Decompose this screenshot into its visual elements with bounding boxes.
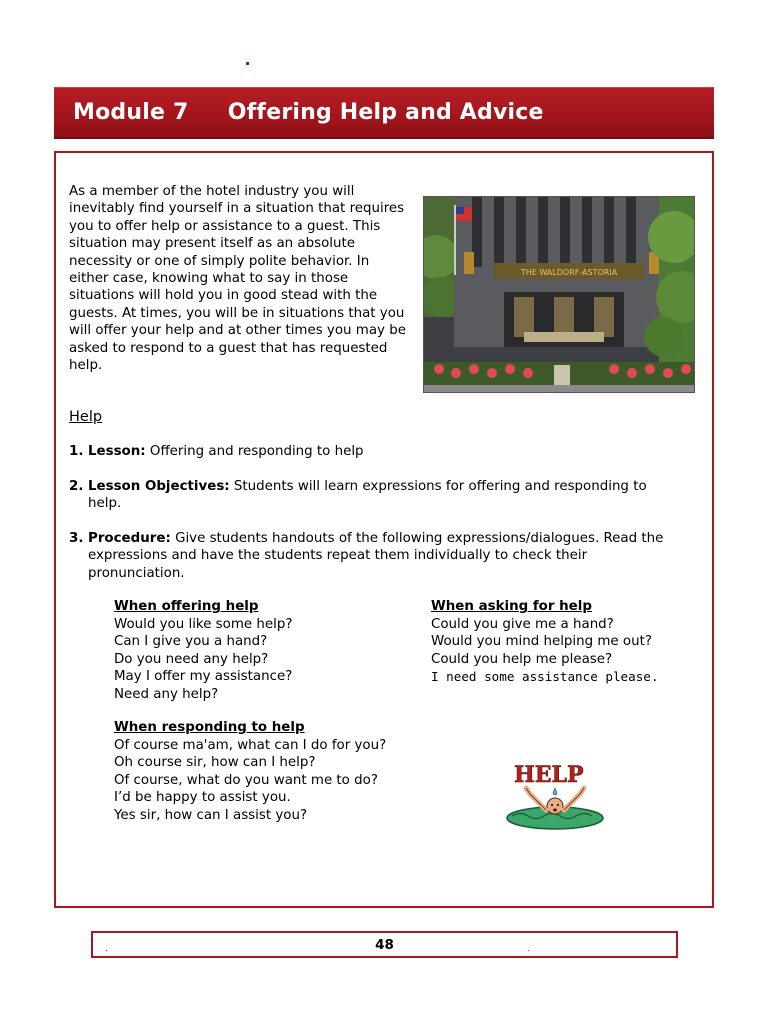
page-footer [91,931,678,958]
decorative-dot [246,62,249,65]
drowning-person-icon [500,758,610,832]
item-number: 1. [69,444,84,459]
item-procedure [69,530,699,582]
module-number: Module 7 [73,100,189,125]
list-item: Could you give me a hand? [431,616,614,632]
item-lesson [69,443,699,460]
page-number: 48 [375,937,394,953]
item-number: 3. [69,531,84,546]
list-item: Would you mind helping me out? [431,634,652,649]
intro-paragraph: As a member of the hotel industry you will inevitably find yourself in a situation that requires you to offer help or assistance to a guest. This situation may present itself as an absolute necessity or one of simply polite behavior. In either case, knowing what to say in those situations will hold you in good stead with the guests. At times, you will be in situations that you will offer your help and at other times you may be asked to respond to a guest that has requested help. [69,184,406,374]
hotel-sign: THE WALDORF-ASTORIA [520,268,618,277]
responding-help-heading: When responding to help [114,720,305,735]
item-objectives [69,478,699,513]
item-text-continued: help. [88,496,122,512]
item-text-continued: expressions and have the students repeat them individually to check their [88,548,588,564]
list-item: I need some assistance please. [431,669,659,684]
item-label: Lesson Objectives: [88,479,230,494]
list-item: Can I give you a hand? [114,634,268,649]
list-item: Oh course sir, how can I help? [114,755,316,770]
responding-help-list [114,719,386,824]
list-item: May I offer my assistance? [114,669,293,684]
list-item: Yes sir, how can I assist you? [114,807,308,823]
asking-help-list [431,598,658,686]
module-name: Offering Help and Advice [227,100,544,125]
waldorf-astoria-photo [424,197,695,393]
module-header [54,87,714,139]
footer-mark-left: . [105,944,108,954]
item-text: Give students handouts of the following expressions/dialogues. Read the [175,531,664,546]
help-section-heading: Help [69,409,103,425]
item-text: Students will learn expressions for offering and responding to [233,479,647,494]
offering-help-heading: When offering help [114,599,259,614]
list-item: Need any help? [114,686,219,702]
list-item: Of course ma'am, what can I do for you? [114,737,387,753]
item-number: 2. [69,479,84,494]
help-word: HELP [514,762,584,788]
item-text-continued: pronunciation. [88,565,185,581]
list-item: Could you help me please? [431,651,613,667]
module-title [73,100,544,125]
offering-help-list [114,598,292,703]
item-label: Lesson: [88,444,146,459]
list-item: Do you need any help? [114,651,269,667]
asking-help-heading: When asking for help [431,599,592,614]
help-clipart [500,758,610,832]
item-label: Procedure: [88,531,171,546]
footer-mark-right: . [527,944,530,954]
hotel-photo [423,196,695,393]
list-item: Would you like some help? [114,616,293,632]
list-item: I’d be happy to assist you. [114,790,291,805]
list-item: Of course, what do you want me to do? [114,772,378,788]
item-text: Offering and responding to help [149,444,364,459]
